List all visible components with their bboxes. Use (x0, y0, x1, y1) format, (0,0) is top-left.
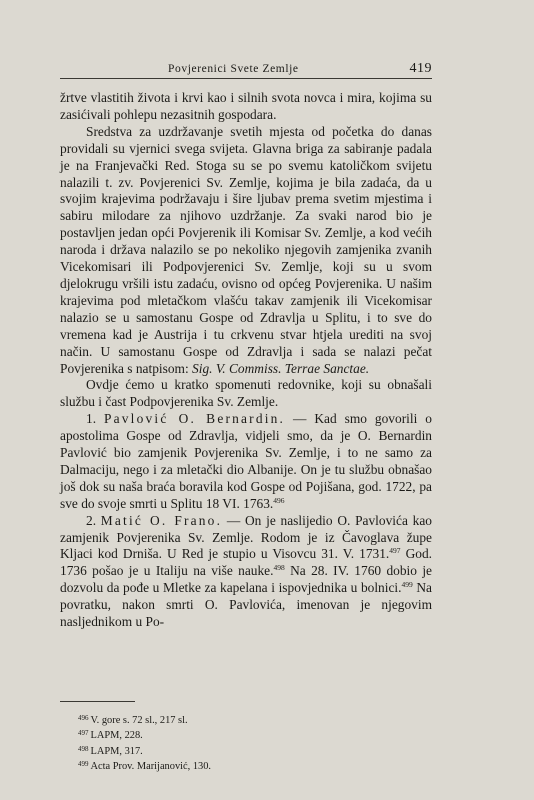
page-header (60, 62, 432, 79)
footnote-number: 496 (78, 714, 89, 722)
main-text (60, 90, 432, 631)
footnote-item (60, 727, 432, 742)
entry-2-text-d: Na povratku, nakon smrti O. Pavlovića, imenovan je njegovim nasljednikom u Po- (60, 580, 432, 630)
footnote-text: LAPM, 228. (90, 730, 143, 742)
footnote-text: LAPM, 317. (90, 745, 143, 757)
entry-2-name: Matić O. Frano. (100, 512, 223, 528)
footnote-ref-499: 499 (401, 580, 413, 590)
footnote-separator (60, 701, 135, 702)
footnote-text: V. gore s. 72 sl., 217 sl. (90, 715, 188, 726)
entry-2-text-c: Na 28. IV. 1760 dobio je dozvolu da pođe u Mletke za kapelana i ispovjednika u bolnici. (60, 563, 432, 596)
entry-1-name: Pavlović O. Bernardin. (104, 411, 286, 427)
entry-2 (60, 513, 432, 631)
footnote-text: Acta Prov. Marijanović, 130. (90, 761, 212, 773)
footnotes (60, 712, 432, 774)
entry-1-text: — Kad smo govorili o apostolima Gospe od Zdravlja, vidjeli smo, da je O. Bernardin Pavlović bio zamjenik Povjerenika Sv. Zemlje, i to ne samo za Dalmaciju, nego i za mletački dio Albanije. On je tu službu obnašao još dok su naša braća boravila kod Gospe od Pojišana, god. 1722, pa sve do svoje smrti u Splitu 18 VI. 1763. (60, 411, 432, 511)
running-title: Povjerenici Svete Zemlje (168, 63, 299, 75)
entry-2-number: 2. (86, 512, 97, 528)
paragraph-1: žrtve vlastitih života i krvi kao i silnih svota novca i mira, kojima su zasićivali pohlepu nezasitnih gospodara. (60, 90, 432, 122)
footnote-number: 497 (78, 729, 89, 738)
footnote-number: 499 (78, 760, 89, 769)
entry-2-text-a: — On je naslijedio O. Pavlovića kao zamjenik Povjerenika Sv. Zemlje. Rodom je iz Čavoglava župe Kljaci kod Drniša. U Red je stupio u Visovcu 31. V. 1731. (60, 512, 432, 562)
footnote-ref-498: 498 (273, 563, 285, 573)
entry-2-text-b: God. 1736 pošao je u Italiju na više nauke. (60, 546, 432, 579)
footnote-item (60, 758, 432, 773)
seal-inscription: Sig. V. Commiss. Terrae Sanctae. (192, 360, 370, 376)
footnote-item (60, 743, 432, 758)
footnote-item (60, 712, 432, 727)
footnote-number: 498 (78, 744, 89, 753)
paragraph-3: Ovdje ćemo u kratko spomenuti redovnike, koji su obnašali službu i čast Podpovjerenika Sv. Zemlje. (60, 377, 432, 410)
paragraph-2 (60, 124, 432, 378)
entry-1-number: 1. (86, 411, 97, 427)
footnote-ref-497: 497 (389, 546, 401, 556)
paragraph-2-text: Sredstva za uzdržavanje svetih mjesta od početka do danas providali su vjernici svega svijeta. Glavna briga za sabiranje padala je na Franjevački Red. Stoga su se po svemu katoličkom svijetu nalazili t. zv. Povjerenici Sv. Zemlje, kojima je bila zadaća, da u svojim krajevima podržavaju i šire ljubav prema svetim mjestima i sabiru milodare za njihovo uzdržanje. Za svaki narod bio je postavljen jedan opći Povjerenik ili Komisar Sv. Zemlje, a kod većih naroda i država nalazilo se po nekoliko njegovih zamjenika zvanih Vicekomisari ili Podpovjerenici Sv. Zemlje, koji su u svom djelokrugu vršili istu zadaću, ovisno od općeg Povjerenika. U našim krajevima pod mletačkom vlašću takav zamjenik ili Vicekomisar nalazio se u samostanu Gospe od Zdravlja u Splitu, i to sve do vremena kad je Austrija i tu crkvenu stvar htjela urediti na svoj način. U samostanu Gospe od Zdravlja i sada se nalazi pečat Povjerenika s natpisom: (60, 123, 432, 376)
page-number: 419 (409, 61, 432, 76)
footnote-ref-496: 496 (273, 495, 285, 505)
entry-1 (60, 411, 432, 512)
